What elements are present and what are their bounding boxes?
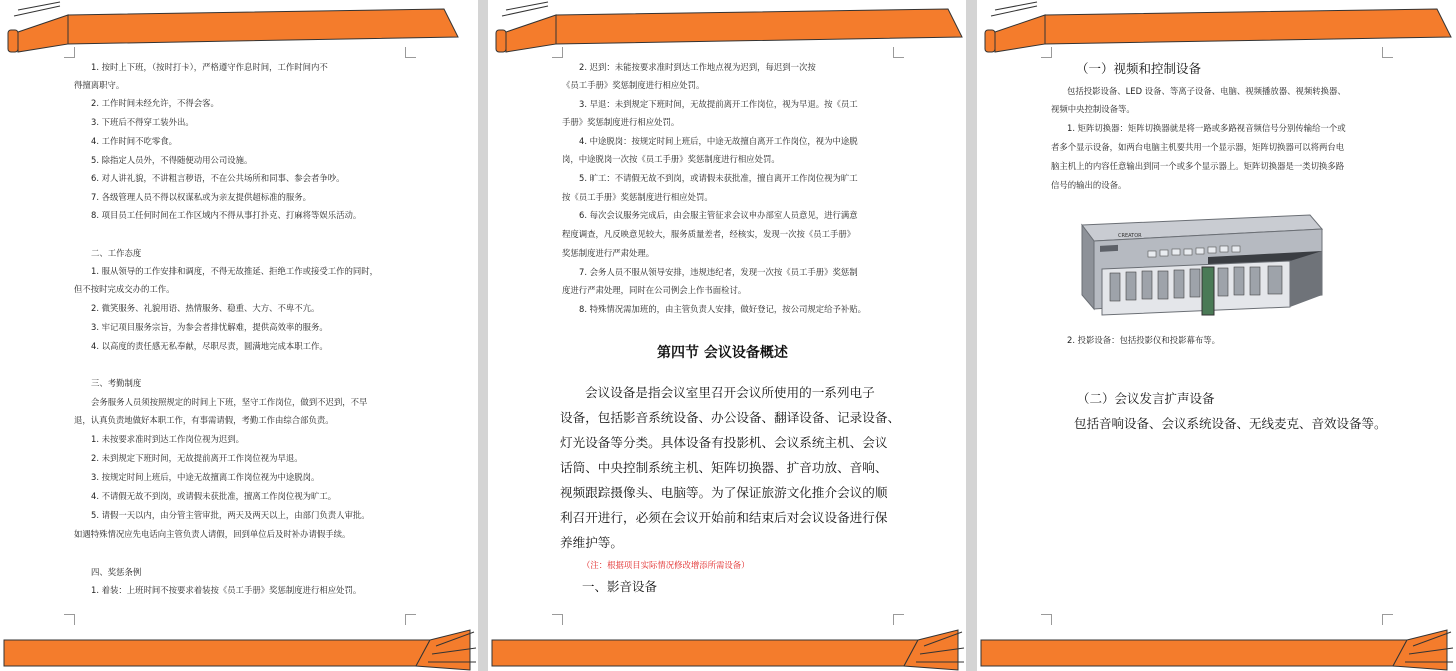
text-line: 2. 工作时间未经允许，不得会客。 <box>91 98 219 108</box>
text-line: 会务服务人员须按照规定的时间上下班，坚守工作岗位，做到不迟到，不早 <box>91 397 368 407</box>
text-line: 2. 迟到：未能按要求准时到达工作地点视为迟到，每迟到一次按 <box>579 62 816 72</box>
text-line: 1. 着装：上班时间不按要求着装按《员工手册》奖惩制度进行相应处罚。 <box>91 585 362 595</box>
text-line: 度进行严肃处理，同时在公司例会上作书面检讨。 <box>562 285 747 295</box>
text-line: 程度调查，凡反映意见较大，服务质量差者，经核实，发现一次按《员工手册》 <box>562 229 856 239</box>
text-line: 7. 会务人员不服从领导安排，违规违纪者，发现一次按《员工手册》奖惩制 <box>579 267 858 277</box>
text-line: 1. 未按要求准时到达工作岗位视为迟到。 <box>91 434 245 444</box>
text-line: 得擅离职守。 <box>74 80 125 90</box>
editor-note: （注：根据项目实际情况修改增添所需设备） <box>582 560 750 570</box>
text-line: 《员工手册》奖惩制度进行相应处罚。 <box>562 80 705 90</box>
text-line: 包括投影设备、LED 设备、等离子设备、电脑、视频播放器、视频转换器、 <box>1067 86 1346 96</box>
text-line: 5. 请假一天以内，由分管主管审批，两天及两天以上，由部门负责人审批。 <box>91 510 370 520</box>
body-line: 灯光设备等分类。具体设备有投影机、会议系统主机、会议 <box>560 435 888 450</box>
text-line: 视频中央控制设备等。 <box>1051 104 1135 114</box>
crop-mark <box>64 47 75 58</box>
text-line: 6. 每次会议服务完成后，由会服主管征求会议申办部室人员意见，进行满意 <box>579 210 858 220</box>
matrix-switcher-image <box>1078 211 1334 331</box>
text-line: 但不按时完成交办的工作。 <box>74 284 175 294</box>
text-line: 8. 特殊情况需加班的，由主管负责人安排，做好登记，按公司规定给予补贴。 <box>579 304 867 314</box>
crop-mark <box>1041 47 1052 58</box>
body-line: 视频跟踪摄像头、电脑等。为了保证旅游文化推介会议的顺 <box>560 485 888 500</box>
text-line: 3. 牢记项目服务宗旨，为参会者排忧解难，提供高效率的服务。 <box>91 322 328 332</box>
text-line: 1. 按时上下班，（按时打卡），严格遵守作息时间，工作时间内不 <box>91 62 328 72</box>
text-line: 2. 微笑服务、礼貌用语、热情服务、稳重、大方、不卑不亢。 <box>91 303 320 313</box>
text-line: 4. 不请假无故不到岗，或请假未获批准，擅离工作岗位视为旷工。 <box>91 491 337 501</box>
subheading: （一）视频和控制设备 <box>1076 61 1202 76</box>
text-line: 手册》奖惩制度进行相应处罚。 <box>562 117 680 127</box>
section-heading: 二、工作态度 <box>91 248 142 258</box>
text-line: 岗，中途脱岗一次按《员工手册》奖惩制度进行相应处罚。 <box>562 154 780 164</box>
body-line: 话筒、中央控制系统主机、矩阵切换器、扩音功放、音响、 <box>560 460 888 475</box>
crop-mark <box>552 47 563 58</box>
text-line: 8. 项目员工任何时间在工作区域内不得从事打扑克、打麻将等娱乐活动。 <box>91 210 362 220</box>
text-line: 3. 早退：未到规定下班时间，无故提前离开工作岗位，视为早退。按《员工 <box>579 99 858 109</box>
text-line: 1. 服从领导的工作安排和调度，不得无故推延、拒绝工作或接受工作的同时， <box>91 266 379 276</box>
text-line: 4. 以高度的责任感无私奉献，尽职尽责，圆满地完成本职工作。 <box>91 341 328 351</box>
section-heading: 三、考勤制度 <box>91 378 142 388</box>
text-line: 1. 矩阵切换器：矩阵切换器就是将一路或多路视音频信号分别传输给一个或 <box>1067 123 1346 133</box>
text-line: 2. 投影设备：包括投影仪和投影幕布等。 <box>1067 335 1221 345</box>
footer-megaphone-banner <box>488 622 966 671</box>
text-line: 3. 按规定时间上班后，中途无故擅离工作岗位视为中途脱岗。 <box>91 472 320 482</box>
body-line: 利召开进行，必须在会议开始前和结束后对会议设备进行保 <box>560 510 888 525</box>
text-line: 5. 旷工：不请假无故不到岗，或请假未获批准，擅自离开工作岗位视为旷工 <box>579 173 858 183</box>
text-line: 2. 未到规定下班时间，无故提前离开工作岗位视为早退。 <box>91 453 303 463</box>
body-line: 养维护等。 <box>560 535 623 550</box>
footer-megaphone-banner <box>977 622 1456 671</box>
crop-mark <box>1382 47 1393 58</box>
body-line: 会议设备是指会议室里召开会议所使用的一系列电子 <box>585 385 875 400</box>
document-page-1 <box>0 0 478 671</box>
subheading: 一、影音设备 <box>582 579 658 594</box>
section-title: 第四节 会议设备概述 <box>657 345 788 361</box>
crop-mark <box>405 47 416 58</box>
document-page-3 <box>977 0 1456 671</box>
section-heading: 四、奖惩条例 <box>91 567 142 577</box>
crop-mark <box>893 47 904 58</box>
text-line: 如遇特殊情况应先电话向主管负责人请假，回到单位后及时补办请假手续。 <box>74 529 351 539</box>
text-line: 包括音响设备、会议系统设备、无线麦克、音效设备等。 <box>1074 416 1387 431</box>
text-line: 7. 各级管理人员不得以权谋私或为亲友提供超标准的服务。 <box>91 192 312 202</box>
text-line: 5. 除指定人员外，不得随便动用公司设施。 <box>91 155 253 165</box>
text-line: 按《员工手册》奖惩制度进行相应处罚。 <box>562 192 713 202</box>
subheading: （二）会议发言扩声设备 <box>1077 391 1215 406</box>
text-line: 脑主机上的内容任意输出到同一个或多个显示器上。矩阵切换器是一类切换多路 <box>1051 161 1345 171</box>
text-line: 信号的输出的设备。 <box>1051 180 1127 190</box>
text-line: 4. 中途脱岗：按规定时间上班后，中途无故擅自离开工作岗位，视为中途脱 <box>579 136 858 146</box>
text-line: 4. 工作时间不吃零食。 <box>91 136 178 146</box>
footer-megaphone-banner <box>0 622 478 671</box>
document-page-2 <box>488 0 966 671</box>
text-line: 6. 对人讲礼貌，不讲粗言秽语，不在公共场所和同事、参会者争吵。 <box>91 173 345 183</box>
text-line: 3. 下班后不得穿工装外出。 <box>91 117 194 127</box>
text-line: 奖惩制度进行严肃处理。 <box>562 248 655 258</box>
text-line: 退，认真负责地做好本职工作，有事需请假，考勤工作由综合部负责。 <box>74 415 334 425</box>
body-line: 设备，包括影音系统设备、办公设备、翻译设备、记录设备、 <box>560 410 901 425</box>
text-line: 者多个显示设备，如两台电脑主机要共用一个显示器，矩阵切换器可以将两台电 <box>1051 142 1345 152</box>
device-brand-label: CREATOR <box>1118 233 1142 239</box>
